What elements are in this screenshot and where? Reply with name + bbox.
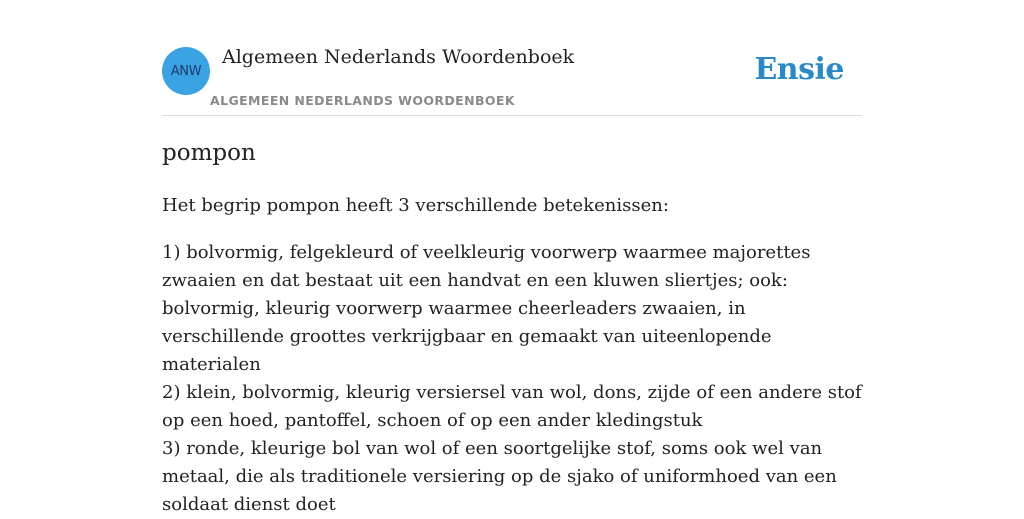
- meanings-list: [162, 239, 862, 519]
- source-title[interactable]: Algemeen Nederlands Woordenboek: [222, 46, 575, 68]
- source-header: [162, 0, 862, 116]
- meaning-item: 3) ronde, kleurige bol van wol of een soortgelijke stof, soms ook wel van metaal, die als traditionele versiering op de sjako of uniformhoed van een soldaat dienst doet: [162, 438, 837, 515]
- source-subtitle: ALGEMEEN NEDERLANDS WOORDENBOEK: [210, 93, 515, 108]
- entry-intro: Het begrip pompon heeft 3 verschillende betekenissen:: [162, 195, 669, 216]
- anw-logo[interactable]: [162, 47, 210, 95]
- logo-text: ANW: [170, 63, 202, 79]
- meaning-item: 2) klein, bolvormig, kleurig versiersel van wol, dons, zijde of een andere stof op een hoed, pantoffel, schoen of op een ander kledingstuk: [162, 382, 862, 431]
- ensie-brand-logo[interactable]: Ensie: [754, 52, 844, 87]
- entry-word: pompon: [162, 140, 256, 166]
- entry-card: [162, 0, 862, 515]
- meaning-item: 1) bolvormig, felgekleurd of veelkleurig voorwerp waarmee majorettes zwaaien en dat bestaat uit een handvat en een kluwen sliertjes; ook: bolvormig, kleurig voorwerp waarmee cheerleaders zwaaien, in verschillende groottes verkrijgbaar en gemaakt van uiteenlopende materialen: [162, 242, 811, 375]
